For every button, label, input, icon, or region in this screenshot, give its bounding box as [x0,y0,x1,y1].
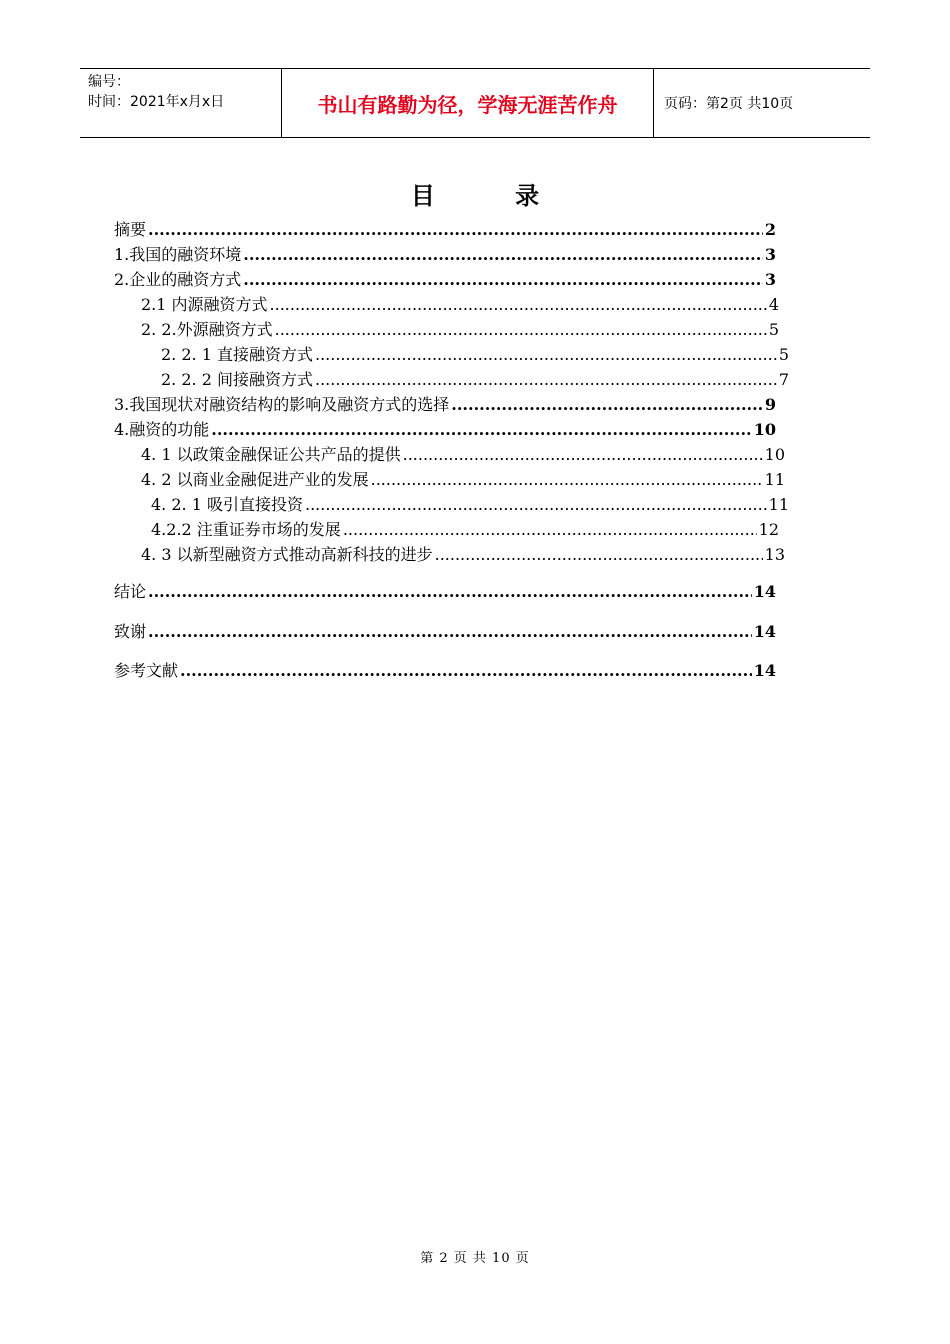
toc-leader-dots [305,494,767,516]
document-header [80,68,870,138]
toc-entry-page: 2 [764,220,776,239]
toc-leader-dots [270,294,767,316]
toc-entry-label: 4.融资的功能 [114,420,210,439]
toc-entry[interactable] [114,419,776,441]
toc-leader-dots [315,344,777,366]
toc-entry[interactable] [161,369,789,391]
toc-entry-page: 14 [753,622,776,641]
toc-entry-page: 7 [778,370,789,389]
toc-entry-page: 13 [764,545,785,564]
toc-leader-dots [148,219,763,241]
toc-entry[interactable] [114,660,776,682]
toc-entry-label: 4. 1 以政策金融保证公共产品的提供 [141,445,401,464]
toc-entry[interactable] [114,581,776,603]
toc-entry-label: 4. 2. 1 吸引直接投资 [151,495,303,514]
toc-entry[interactable] [141,319,779,341]
header-motto: 书山有路勤为径，学海无涯苦作舟 [282,69,654,137]
toc-entry[interactable] [114,269,776,291]
toc-entry-label: 参考文献 [114,661,179,680]
document-number-label: 编号： [88,74,130,90]
toc-entry-page: 10 [753,420,776,439]
toc-entry-page: 12 [758,520,779,539]
toc-entry-label: 2. 2. 1 直接融资方式 [161,345,313,364]
toc-leader-dots [243,269,763,291]
toc-leader-dots [343,519,757,541]
toc-leader-dots [148,621,752,643]
toc-entry[interactable] [161,344,789,366]
toc-entry-page: 4 [768,295,779,314]
toc-entry-label: 结论 [114,582,147,601]
toc-leader-dots [211,419,751,441]
toc-entry[interactable] [141,444,785,466]
toc-entry-label: 2. 2.外源融资方式 [141,320,273,339]
toc-entry-label: 2. 2. 2 间接融资方式 [161,370,313,389]
toc-entry[interactable] [114,244,776,266]
toc-entry[interactable] [114,394,776,416]
toc-entry-label: 2.1 内源融资方式 [141,295,268,314]
toc-leader-dots [435,544,763,566]
header-page-info: 页码：第2页 共10页 [664,96,794,112]
toc-leader-dots [275,319,767,341]
toc-entry-page: 9 [764,395,776,414]
toc-entry-label: 1.我国的融资环境 [114,245,242,264]
page-footer: 第 2 页 共 10 页 [420,1251,530,1266]
toc-title: 目 录 [410,181,576,210]
toc-entry-page: 5 [768,320,779,339]
toc-entry[interactable] [141,544,785,566]
toc-entry-label: 4.2.2 注重证券市场的发展 [151,520,341,539]
toc-leader-dots [451,394,763,416]
toc-leader-dots [315,369,777,391]
toc-entry-page: 5 [778,345,789,364]
toc-entry-label: 2.企业的融资方式 [114,270,242,289]
toc-entry-label: 4. 2 以商业金融促进产业的发展 [141,470,369,489]
toc-entry-page: 3 [764,270,776,289]
toc-entry-page: 11 [764,470,785,489]
toc-leader-dots [148,581,752,603]
toc-entry[interactable] [114,219,776,241]
document-date-label: 时间：2021年x月x日 [88,94,225,110]
toc-entry-label: 摘要 [114,220,147,239]
toc-entry[interactable] [114,621,776,643]
toc-entry-page: 11 [768,495,789,514]
toc-entry[interactable] [141,294,779,316]
toc-entry-page: 3 [764,245,776,264]
toc-entry[interactable] [141,469,785,491]
toc-entry-page: 10 [764,445,785,464]
toc-leader-dots [243,244,763,266]
toc-entry-label: 3.我国现状对融资结构的影响及融资方式的选择 [114,395,450,414]
toc-leader-dots [403,444,763,466]
header-meta-cell [80,69,282,137]
toc-leader-dots [180,660,752,682]
toc-entry-label: 4. 3 以新型融资方式推动高新科技的进步 [141,545,433,564]
toc-entry-page: 14 [753,661,776,680]
toc-entry-page: 14 [753,582,776,601]
toc-entry[interactable] [151,494,789,516]
toc-entry-label: 致谢 [114,622,147,641]
toc-entry[interactable] [151,519,779,541]
toc-leader-dots [371,469,763,491]
